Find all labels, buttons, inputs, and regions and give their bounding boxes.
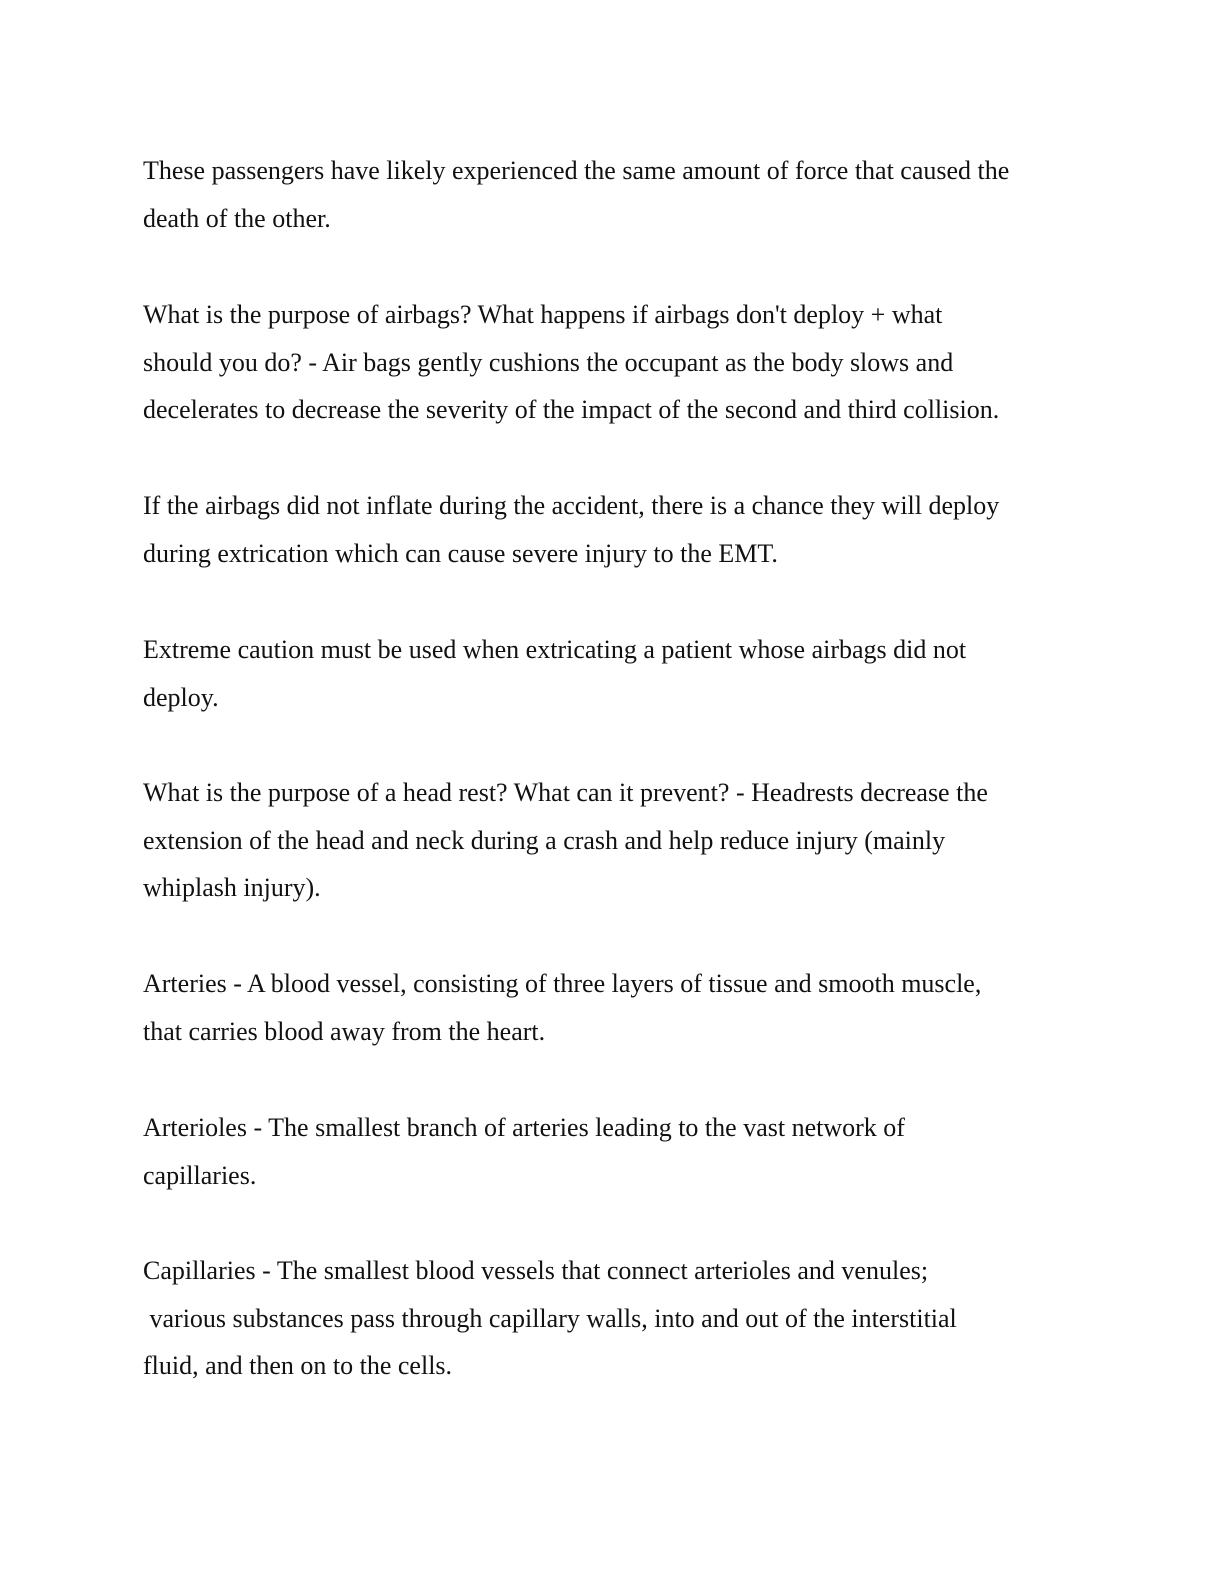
text-line: Arteries - A blood vessel, consisting of three layers of tissue and smooth muscle, [143, 969, 982, 998]
text-line: extension of the head and neck during a crash and help reduce injury (mainly [143, 825, 946, 855]
text-line: various substances pass through capillary walls, into and out of the interstitial [143, 1303, 957, 1333]
paragraph-arterioles [143, 1104, 1103, 1199]
text-line: fluid, and then on to the cells. [143, 1351, 453, 1380]
text-line: during extrication which can cause severe injury to the EMT. [143, 538, 778, 568]
paragraph-extreme-caution [143, 626, 1103, 721]
paragraph-head-rest [143, 769, 1103, 912]
text-line: deploy. [143, 682, 219, 712]
text-line: If the airbags did not inflate during the accident, there is a chance they will deploy [143, 491, 1000, 520]
text-line: Capillaries - The smallest blood vessels that connect arterioles and venules; [143, 1256, 929, 1285]
paragraph-arteries [143, 960, 1103, 1055]
text-line: What is the purpose of airbags? What happens if airbags don't deploy + what [143, 300, 943, 329]
text-line: Extreme caution must be used when extricating a patient whose airbags did not [143, 635, 967, 664]
paragraph-capillaries [143, 1247, 1103, 1390]
text-line: that carries blood away from the heart. [143, 1016, 546, 1046]
text-line: should you do? - Air bags gently cushions the occupant as the body slows and [143, 347, 954, 377]
text-line: capillaries. [143, 1160, 257, 1190]
text-line: decelerates to decrease the severity of the impact of the second and third collision. [143, 395, 1000, 424]
paragraph-passengers-force [143, 147, 1103, 242]
paragraph-airbags-not-inflated [143, 482, 1103, 577]
text-line: whiplash injury). [143, 873, 321, 902]
text-line: What is the purpose of a head rest? What can it prevent? - Headrests decrease the [143, 778, 988, 807]
text-line: Arterioles - The smallest branch of arteries leading to the vast network of [143, 1113, 905, 1142]
text-line: death of the other. [143, 203, 331, 233]
paragraph-airbags-purpose [143, 291, 1103, 434]
text-line: These passengers have likely experienced the same amount of force that caused the [143, 156, 1010, 185]
